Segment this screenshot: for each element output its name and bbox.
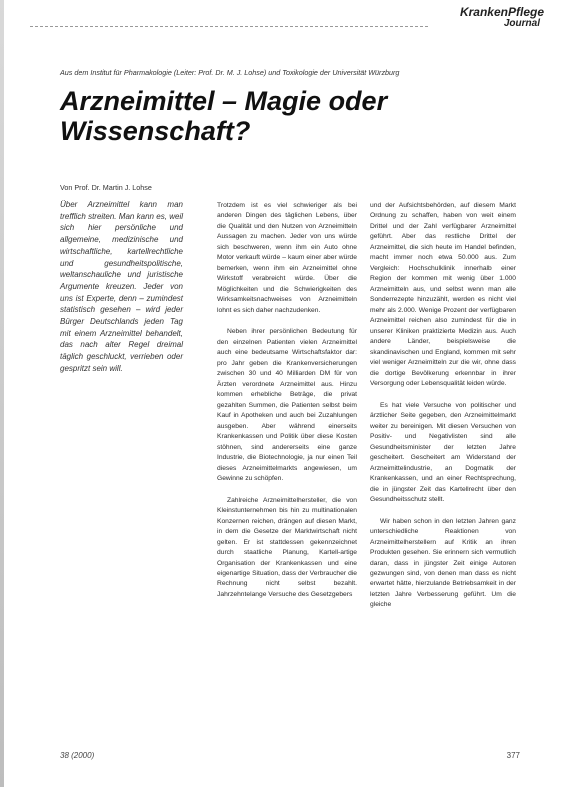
lead-paragraph: Über Arzneimittel kann man trefflich streiten. Man kann es, weil sich hier persönliche und allgemeine, medizinische und wirtschaftliche, kartellrechtliche und gesundheitspolitische, weltanschauliche und juristische Argumente kreuzen. Jeder von uns ist Experte, denn – zumindest statistisch gesehen – wird jeder Bürger Deutschlands jeden Tag mit einem Arzneimittel behandelt, das nach alter Regel dreimal täglich geschluckt, verrieben oder gespritzt sein will.: [60, 200, 183, 373]
journal-subtitle: Journal: [503, 17, 540, 29]
scan-edge: [0, 0, 4, 787]
lead-column: [60, 199, 183, 375]
body-paragraph: Zahlreiche Arzneimittelhersteller, die von Kleinstunternehmen bis hin zu multinationalen Konzernen reichen, drängen auf diesen Markt, in dem die Gesetze der Marktwirtschaft nicht gelten. Er ist stattdessen gekennzeichnet durch staatliche Planung, Kartell-artige Organisation der Krankenkassen und eine eigenartige Situation, dass der Verbraucher die Rechnung nicht selbst bezahlt. Jahrzehntelange Versuche des Gesetzgebers: [217, 496, 357, 598]
header-rule: [30, 26, 428, 27]
article-title: Arzneimittel – Magie oder Wissenschaft?: [60, 86, 388, 146]
page-number: 377: [506, 751, 520, 760]
body-paragraph: Neben ihrer persönlichen Bedeutung für den einzelnen Patienten vielen Arzneimittel auch eine bedeutsame Wirtschaftsfaktor dar: pro Jahr geben die Krankenversicherungen zwischen 30 und 40 Milliarden DM für von Ärzten verordnete Arzneimittel aus. Hinzu kommen erhebliche Beträge, die privat gezahlten Summen, die Patienten selbst beim Kauf in Apotheken und auch bei Zuzahlungen ausgeben. Aber während einerseits Krankenkassen und Politik über diese Kosten stöhnen, sind andererseits eine ganze Industrie, die Biotechnologie, ja nur einen Teil dieses Arzneimittelmarkts angewiesen, um Gewinne zu schöpfen.: [217, 328, 357, 483]
issue-number: 38 (2000): [60, 751, 95, 760]
body-paragraph: Es hat viele Versuche von politischer und ärztlicher Seite gegeben, den Arzneimittelmarkt weiter zu bereinigen. Mit diesen Versuchen von Positiv- und Negativlisten sind alle Gesundheitsminister der letzten Jahre gescheitert. Gescheitert am Widerstand der Arzneimittelindustrie, an Dogmatik der Krankenkassen, und an einer Rechtsprechung, die in jüngster Zeit das Kartellrecht über den Gesundheitsschutz stellt.: [370, 401, 516, 504]
body-paragraph: Trotzdem ist es viel schwieriger als bei anderen Dingen des täglichen Lebens, über die Qualität und den Nutzen von Arzneimitteln Aussagen zu machen. Jeder von uns würde sich beschweren, wenn ihm ein Auto ohne Motor verkauft würde – kaum einer aber würde bemerken, wenn ihm ein Arzneimittel ohne Wirkstoff verabreicht würde. Über die Möglichkeiten und die Schwierigkeiten des Wirksamkeitsnachweises von Arzneimitteln lohnt es sich daher nachzudenken.: [217, 202, 357, 314]
body-paragraph: und der Aufsichtsbehörden, auf diesem Markt Ordnung zu schaffen, haben von weit einem Drittel und der Zahl verfügbarer Arzneimittel geführt. Aber das restliche Drittel der Arzneimittel, die sich heute im Handel befinden, macht immer noch etwa 50.000 aus. Zum Vergleich: Hochschulklinik innerhalb einer Region der kommen mit wenig über 1.000 Arzneimitteln aus, und selbst wenn man alle Sonderrezepte hinzuzählt, werden es nicht viel mehr als 2.000. Wenige Prozent der verfügbaren Arzneimittel reichen also zumindest für die in unserer Kliniken praktizierte Medizin aus. Auch andere Länder, beispielsweise die skandinavischen und England, kommen mit sehr viel weniger Arzneimitteln zur die wir, ohne dass die dortige Bevölkerung erkennbar in ihrer Versorgung oder Lebensqualität leiden würde.: [370, 202, 516, 388]
body-paragraph: Wir haben schon in den letzten Jahren ganz unterschiedliche Reaktionen von Arzneimittelherstellern auf Kritik an ihren Produkten gesehen. Sie erinnern sich vermutlich daran, dass in jüngster Zeit einige Autoren gezwungen sind, von denen man dass es nicht erwartet hätte, hierzulande Betriebsamkeit in der letzten Jahre Verbesserung geführt. Um die gleiche: [370, 517, 516, 609]
journal-header: [460, 6, 544, 29]
institute-line: Aus dem Institut für Pharmakologie (Leiter: Prof. Dr. M. J. Lohse) und Toxikologie der Universität Würzburg: [60, 68, 400, 77]
middle-column: [217, 201, 357, 600]
journal-name: KrankenPflege: [459, 5, 544, 19]
right-column: [370, 201, 516, 611]
author-line: Von Prof. Dr. Martin J. Lohse: [60, 183, 152, 192]
